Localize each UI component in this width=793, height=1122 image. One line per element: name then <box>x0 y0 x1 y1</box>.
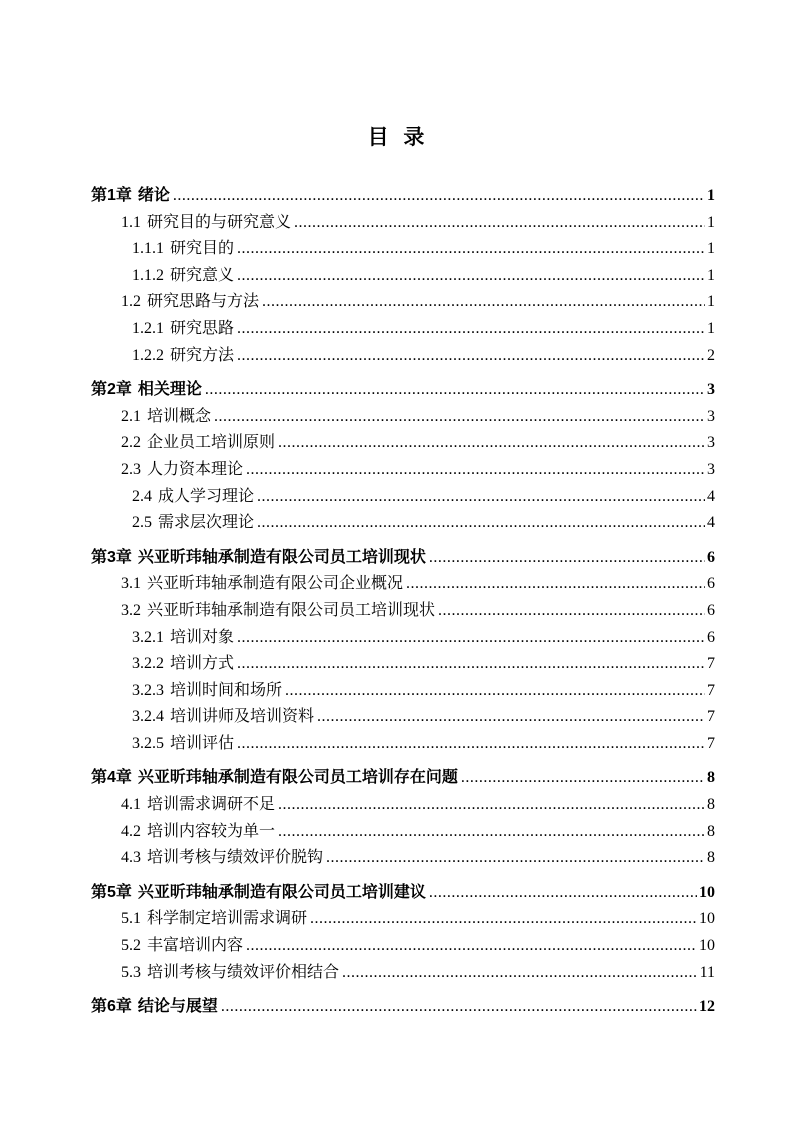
toc-dot-leader <box>262 289 705 316</box>
toc-entry[interactable] <box>91 430 715 457</box>
toc-entry-title: 研究思路与方法 <box>147 293 260 311</box>
toc-entry-number: 3.1 <box>121 575 141 593</box>
toc-entry[interactable] <box>91 289 715 316</box>
toc-entry-title: 培训对象 <box>170 628 235 646</box>
toc-dot-leader <box>278 430 705 457</box>
toc-entry-title: 培训方式 <box>170 655 235 673</box>
toc-entry-number: 1.2 <box>121 293 141 311</box>
toc-entry-title: 兴亚昕玮轴承制造有限公司员工培训建议 <box>137 883 426 901</box>
toc-entry-number: 2.3 <box>121 460 141 478</box>
toc-entry-page: 11 <box>699 963 715 981</box>
toc-entry-number: 第6章 <box>91 998 132 1016</box>
toc-entry-page: 3 <box>707 381 715 399</box>
toc-entry-title: 兴亚昕玮轴承制造有限公司企业概况 <box>147 575 404 593</box>
toc-entry-title: 兴亚昕玮轴承制造有限公司员工培训现状 <box>147 601 436 619</box>
toc-entry-number: 4.2 <box>121 822 141 840</box>
toc-entry-title: 科学制定培训需求调研 <box>147 910 308 928</box>
toc-dot-leader <box>214 404 705 431</box>
toc-entry-number: 5.2 <box>121 937 141 955</box>
toc-dot-leader <box>429 880 697 907</box>
toc-entry[interactable] <box>91 678 715 705</box>
toc-entry-number: 2.5 <box>132 514 152 532</box>
toc-entry-number: 1.2.1 <box>132 319 164 337</box>
toc-dot-leader <box>278 819 705 846</box>
toc-dot-leader <box>205 377 705 404</box>
toc-entry[interactable] <box>91 210 715 237</box>
toc-entry-title: 研究意义 <box>170 266 235 284</box>
toc-entry-page: 1 <box>707 240 715 258</box>
toc-entry-page: 6 <box>707 628 715 646</box>
toc-dot-leader <box>237 731 705 758</box>
page-title: 目 录 <box>367 126 426 149</box>
toc-entry-title: 人力资本理论 <box>147 460 244 478</box>
toc-dot-leader <box>173 183 705 210</box>
toc-dot-leader <box>461 765 705 792</box>
toc-entry[interactable] <box>91 906 715 933</box>
toc-entry-page: 3 <box>707 434 715 452</box>
toc-entry[interactable] <box>91 704 715 731</box>
toc-entry-page: 3 <box>707 407 715 425</box>
toc-entry-title: 培训时间和场所 <box>170 681 283 699</box>
toc-entry[interactable] <box>91 765 715 792</box>
toc-dot-leader <box>237 625 705 652</box>
toc-entry[interactable] <box>91 377 715 404</box>
toc-entry[interactable] <box>91 880 715 907</box>
toc-entry-page: 7 <box>707 708 715 726</box>
toc-entry[interactable] <box>91 510 715 537</box>
toc-entry[interactable] <box>91 625 715 652</box>
toc-entry-page: 10 <box>699 910 715 928</box>
toc-entry-title: 丰富培训内容 <box>147 937 244 955</box>
toc-entry-page: 1 <box>707 266 715 284</box>
toc-entry-number: 2.4 <box>132 487 152 505</box>
toc-entry-number: 第4章 <box>91 769 132 787</box>
toc-entry-page: 12 <box>699 998 715 1016</box>
toc-entry-page: 1 <box>707 293 715 311</box>
toc-entry[interactable] <box>91 792 715 819</box>
toc-entry-title: 培训内容较为单一 <box>147 822 276 840</box>
toc-entry-number: 3.2.1 <box>132 628 164 646</box>
toc-entry-title: 培训概念 <box>147 407 212 425</box>
toc-entry[interactable] <box>91 819 715 846</box>
toc-entry-page: 4 <box>707 487 715 505</box>
toc-entry[interactable] <box>91 960 715 987</box>
toc-entry[interactable] <box>91 316 715 343</box>
toc-entry-title: 相关理论 <box>137 381 202 399</box>
toc-entry[interactable] <box>91 845 715 872</box>
toc-entry-page: 6 <box>707 575 715 593</box>
toc-entry-title: 研究目的 <box>170 240 235 258</box>
toc-entry[interactable] <box>91 263 715 290</box>
toc-entry[interactable] <box>91 484 715 511</box>
toc-dot-leader <box>406 571 705 598</box>
toc-entry[interactable] <box>91 598 715 625</box>
toc-entry-number: 第3章 <box>91 548 132 566</box>
toc-dot-leader <box>237 651 705 678</box>
toc-entry-page: 2 <box>707 346 715 364</box>
toc-entry-page: 1 <box>707 213 715 231</box>
toc-entry-title: 研究思路 <box>170 319 235 337</box>
toc-entry-number: 1.1.2 <box>132 266 164 284</box>
toc-entry-page: 4 <box>707 514 715 532</box>
toc-entry-title: 成人学习理论 <box>158 487 255 505</box>
toc-dot-leader <box>294 210 705 237</box>
toc-entry-number: 3.2.2 <box>132 655 164 673</box>
toc-entry[interactable] <box>91 236 715 263</box>
toc-dot-leader <box>221 994 697 1021</box>
toc-entry[interactable] <box>91 404 715 431</box>
toc-entry-page: 7 <box>707 655 715 673</box>
toc-entry-title: 培训考核与绩效评价脱钩 <box>147 849 324 867</box>
toc-entry-number: 4.1 <box>121 796 141 814</box>
toc-dot-leader <box>285 678 705 705</box>
toc-entry-title: 绪论 <box>137 187 170 204</box>
toc-entry-number: 1.1 <box>121 213 141 231</box>
toc-entry-page: 1 <box>707 187 715 204</box>
toc-dot-leader <box>310 906 697 933</box>
toc-dot-leader <box>278 792 705 819</box>
toc-entry-number: 第1章 <box>91 187 132 204</box>
toc-dot-leader <box>429 545 705 572</box>
toc-entry[interactable] <box>91 545 715 572</box>
toc-dot-leader <box>237 263 705 290</box>
toc-entry-title: 培训讲师及培训资料 <box>170 708 315 726</box>
toc-dot-leader <box>326 845 705 872</box>
toc-dot-leader <box>342 960 698 987</box>
toc-dot-leader <box>257 484 705 511</box>
toc-entry-number: 第5章 <box>91 883 132 901</box>
toc-entry-title: 兴亚昕玮轴承制造有限公司员工培训存在问题 <box>137 769 458 787</box>
toc-entry-title: 兴亚昕玮轴承制造有限公司员工培训现状 <box>137 548 426 566</box>
toc-entry[interactable] <box>91 651 715 678</box>
toc-dot-leader <box>237 316 705 343</box>
toc-dot-leader <box>246 933 697 960</box>
toc-dot-leader <box>246 457 705 484</box>
toc-entry-page: 1 <box>707 319 715 337</box>
toc-entry-number: 3.2.5 <box>132 734 164 752</box>
toc-entry-number: 3.2.3 <box>132 681 164 699</box>
toc-dot-leader <box>237 236 705 263</box>
toc-entry-title: 企业员工培训原则 <box>147 434 276 452</box>
toc-entry-page: 8 <box>707 796 715 814</box>
toc-entry-number: 3.2 <box>121 601 141 619</box>
toc-entry-title: 培训需求调研不足 <box>147 796 276 814</box>
toc-entry[interactable] <box>91 994 715 1021</box>
toc-entry-page: 7 <box>707 734 715 752</box>
toc-entry-number: 3.2.4 <box>132 708 164 726</box>
toc-entry-number: 第2章 <box>91 381 132 399</box>
toc-entry-number: 2.2 <box>121 434 141 452</box>
toc-dot-leader <box>257 510 705 537</box>
toc-entry-page: 10 <box>699 937 715 955</box>
toc-entry-page: 6 <box>707 548 715 566</box>
toc-entry-title: 需求层次理论 <box>158 514 255 532</box>
toc-entry-title: 研究目的与研究意义 <box>147 213 292 231</box>
toc-list <box>91 183 715 1021</box>
toc-dot-leader <box>438 598 705 625</box>
toc-dot-leader <box>237 343 705 370</box>
toc-entry-title: 研究方法 <box>170 346 235 364</box>
toc-entry-number: 2.1 <box>121 407 141 425</box>
toc-entry-page: 7 <box>707 681 715 699</box>
toc-entry-number: 5.3 <box>121 963 141 981</box>
toc-entry-page: 8 <box>707 769 715 787</box>
toc-entry-page: 10 <box>699 883 715 901</box>
toc-entry-number: 1.1.1 <box>132 240 164 258</box>
toc-entry[interactable] <box>91 457 715 484</box>
toc-entry-page: 6 <box>707 601 715 619</box>
toc-entry-number: 4.3 <box>121 849 141 867</box>
toc-entry[interactable] <box>91 731 715 758</box>
toc-entry-title: 培训评估 <box>170 734 235 752</box>
toc-entry-number: 5.1 <box>121 910 141 928</box>
toc-entry[interactable] <box>91 933 715 960</box>
toc-entry-page: 8 <box>707 849 715 867</box>
toc-entry-title: 结论与展望 <box>137 998 218 1016</box>
toc-entry-page: 8 <box>707 822 715 840</box>
toc-entry-number: 1.2.2 <box>132 346 164 364</box>
toc-entry[interactable] <box>91 343 715 370</box>
toc-entry-page: 3 <box>707 460 715 478</box>
toc-entry[interactable] <box>91 183 715 210</box>
toc-entry[interactable] <box>91 571 715 598</box>
toc-dot-leader <box>317 704 705 731</box>
toc-entry-title: 培训考核与绩效评价相结合 <box>147 963 340 981</box>
